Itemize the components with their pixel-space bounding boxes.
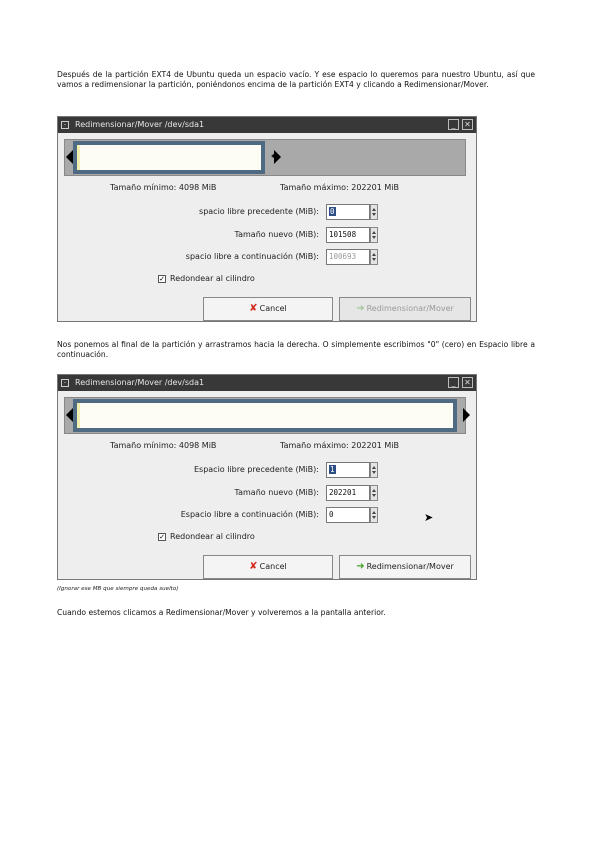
window-menu-icon[interactable]: - [61, 379, 69, 387]
close-icon[interactable]: ✕ [462, 377, 473, 388]
dialog-2-max-size: Tamaño máximo: 202201 MiB [280, 441, 399, 450]
left-resize-handle-icon[interactable] [66, 150, 73, 164]
dialog-2-cancel-label: Cancel [259, 562, 287, 571]
outro-paragraph: Cuando estemos clicamos a Redimensionar/Mover y volveremos a la pantalla anterior. [57, 608, 386, 617]
right-resize-handle-icon[interactable] [463, 408, 470, 422]
minimize-icon[interactable]: _ [448, 119, 459, 130]
dialog-1-partition-area[interactable] [64, 139, 466, 176]
dialog-1-after-input[interactable]: 100693 [326, 249, 370, 265]
dialog-1-cancel-label: Cancel [259, 304, 287, 313]
dialog-1-after-stepper[interactable] [370, 249, 378, 265]
dialog-2-label-new: Tamaño nuevo (MiB): [234, 488, 319, 497]
dialog-2-after-input[interactable]: 0 [326, 507, 370, 523]
dialog-2-before-input[interactable] [326, 462, 370, 478]
dialog-2-titlebar[interactable] [58, 375, 476, 391]
close-icon[interactable]: ✕ [462, 119, 473, 130]
dialog-1-partition-bar[interactable] [73, 141, 265, 174]
dialog-1-resize-button[interactable] [339, 297, 471, 321]
dialog-2-before-stepper[interactable] [370, 462, 378, 478]
dialog-1-before-input[interactable] [326, 204, 370, 220]
dialog-2-title: Redimensionar/Mover /dev/sda1 [75, 378, 205, 387]
mouse-pointer-icon: ➤ [424, 511, 434, 524]
resize-arrow-icon: ➜ [356, 303, 365, 314]
note-text: (Ignorar ese MB que siempre queda suelto) [57, 586, 179, 592]
dialog-1-min-size: Tamaño mínimo: 4098 MiB [110, 183, 217, 192]
resize-dialog-2 [57, 374, 477, 580]
dialog-1-label-before: spacio libre precedente (MiB): [199, 207, 319, 216]
dialog-1-cancel-button[interactable] [203, 297, 333, 321]
dialog-2-before-value: 1 [330, 465, 335, 474]
dialog-2-new-size-input[interactable]: 202201 [326, 485, 370, 501]
dialog-2-resize-label: Redimensionar/Mover [366, 562, 454, 571]
cancel-x-icon: ✘ [249, 561, 258, 572]
intro-paragraph: Después de la partición EXT4 de Ubuntu queda un espacio vacío. Y ese espacio lo queremos para nuestro Ubuntu, así que vamos a redimensionar la partición, poniéndonos encima de la partición EXT4 y clicando a Redimensionar/Mover. [57, 70, 535, 89]
dialog-1-title: Redimensionar/Mover /dev/sda1 [75, 120, 205, 129]
dialog-2-cancel-button[interactable] [203, 555, 333, 579]
dialog-1-before-value: 0 [330, 207, 335, 216]
minimize-icon[interactable]: _ [448, 377, 459, 388]
move-cursor-icon: ✥ [271, 150, 281, 163]
resize-dialog-1 [57, 116, 477, 322]
dialog-1-before-stepper[interactable] [370, 204, 378, 220]
dialog-1-round-checkbox[interactable]: ✓ [159, 275, 165, 283]
dialog-1-new-size-stepper[interactable] [370, 227, 378, 243]
dialog-2-min-size: Tamaño mínimo: 4098 MiB [110, 441, 217, 450]
dialog-2-partition-bar[interactable] [73, 399, 457, 432]
dialog-1-round-label: Redondear al cilindro [170, 274, 255, 283]
dialog-1-partition-fill [77, 145, 261, 170]
middle-paragraph: Nos ponemos al final de la partición y arrastramos hacia la derecha. O simplemente escribimos "0" (cero) en Espacio libre a continuación. [57, 340, 535, 359]
dialog-1-label-new: Tamaño nuevo (MiB): [234, 230, 319, 239]
dialog-2-label-after: Espacio libre a continuación (MiB): [180, 510, 319, 519]
window-menu-icon[interactable]: - [61, 121, 69, 129]
dialog-1-new-size-input[interactable]: 101508 [326, 227, 370, 243]
dialog-2-round-label: Redondear al cilindro [170, 532, 255, 541]
dialog-2-resize-button[interactable] [339, 555, 471, 579]
dialog-2-partition-area[interactable] [64, 397, 466, 434]
resize-arrow-icon: ➜ [356, 561, 365, 572]
dialog-2-label-before: Espacio libre precedente (MiB): [193, 465, 319, 474]
dialog-2-round-checkbox[interactable]: ✓ [159, 533, 165, 541]
dialog-1-resize-label: Redimensionar/Mover [366, 304, 454, 313]
dialog-2-partition-fill [77, 403, 453, 428]
dialog-1-label-after: spacio libre a continuación (MiB): [185, 252, 319, 261]
dialog-2-new-size-stepper[interactable] [370, 485, 378, 501]
dialog-1-titlebar[interactable] [58, 117, 476, 133]
cancel-x-icon: ✘ [249, 303, 258, 314]
dialog-1-max-size: Tamaño máximo: 202201 MiB [280, 183, 399, 192]
left-resize-handle-icon[interactable] [66, 408, 73, 422]
dialog-2-after-stepper[interactable] [370, 507, 378, 523]
